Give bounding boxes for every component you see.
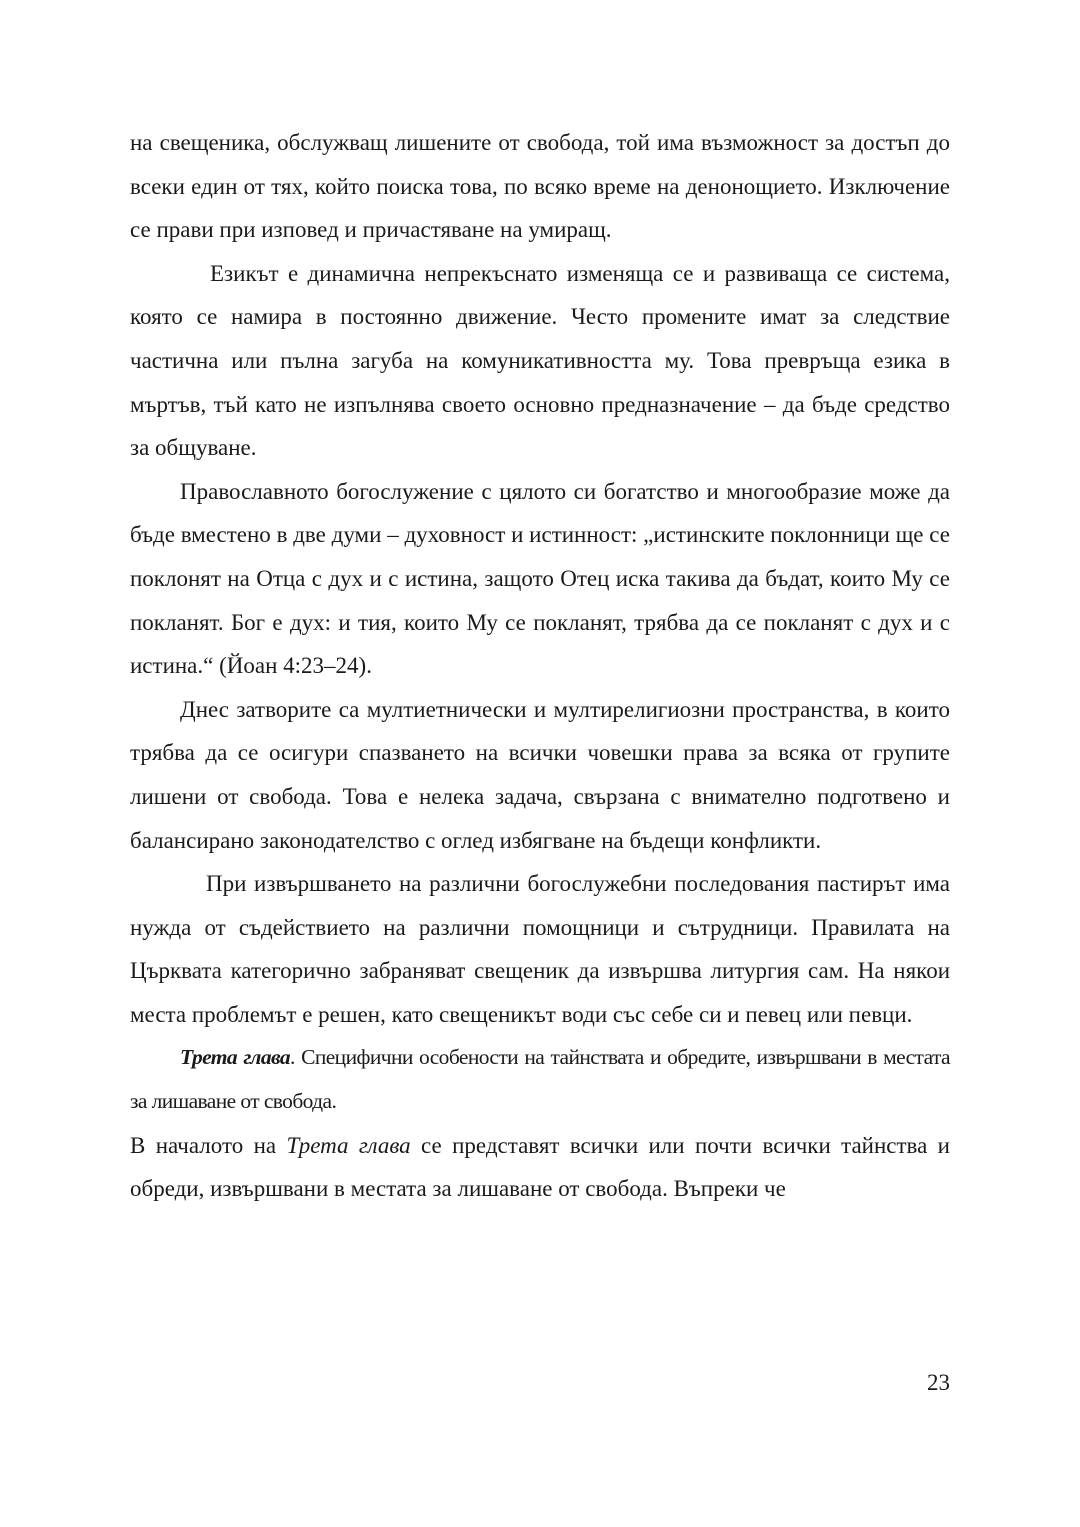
paragraph-1: на свещеника, обслужващ лишените от свобода, той има възможност за достъп до всеки един от тях, който поиска това, по всяко време на денонощието. Изключение се прави при изповед и причастяване на умиращ.	[130, 130, 950, 243]
paragraph-7-italic: Трета глава	[286, 1132, 411, 1158]
paragraph-7	[130, 1124, 950, 1211]
chapter-heading	[130, 1036, 950, 1123]
chapter-title: . Специфични особености на тайнствата и обредите, извършвани в местата за лишаване от свобода.	[130, 1045, 950, 1114]
paragraph-7-rest: се представят всички или почти всички тайнства и обреди, извършвани в местата за лишаване от свобода. Въпреки че	[130, 1132, 950, 1202]
paragraph-3: Православното богослужение с цялото си богатство и многообразие може да бъде вместено в две думи – духовност и истинност: „истинските поклонници ще се поклонят на Отца с дух и с истина, защото Отец иска такива да бъдат, които Му се покланят. Бог е дух: и тия, които Му се покланят, трябва да се покланят с дух и с истина.“ (Йоан 4:23–24).	[130, 478, 950, 679]
paragraph-7-start: В началото на	[130, 1132, 287, 1158]
page-body	[130, 121, 950, 1211]
page-number: 23	[927, 1370, 950, 1395]
paragraph-5: При извършването на различни богослужебни последования пастирът има нужда от съдействието на различни помощници и сътрудници. Правилата на Църквата категорично забраняват свещеник да извършва литургия сам. На някои места проблемът е решен, като свещеникът води със себе си и певец или певци.	[130, 871, 950, 1027]
paragraph-2: Езикът е динамична непрекъснато изменяща се и развиваща се система, която се намира в постоянно движение. Често промените имат за следствие частична или пълна загуба на комуникативността му. Това превръща езика в мъртъв, тъй като не изпълнява своето основно предназначение – да бъде средство за общуване.	[130, 260, 950, 461]
paragraph-4: Днес затворите са мултиетнически и мултирелигиозни пространства, в които трябва да се осигури спазването на всички човешки права за всяка от групите лишени от свобода. Това е нелека задача, свързана с внимателно подготвено и балансирано законодателство с оглед избягване на бъдещи конфликти.	[130, 696, 950, 853]
chapter-label: Трета глава	[180, 1045, 291, 1070]
